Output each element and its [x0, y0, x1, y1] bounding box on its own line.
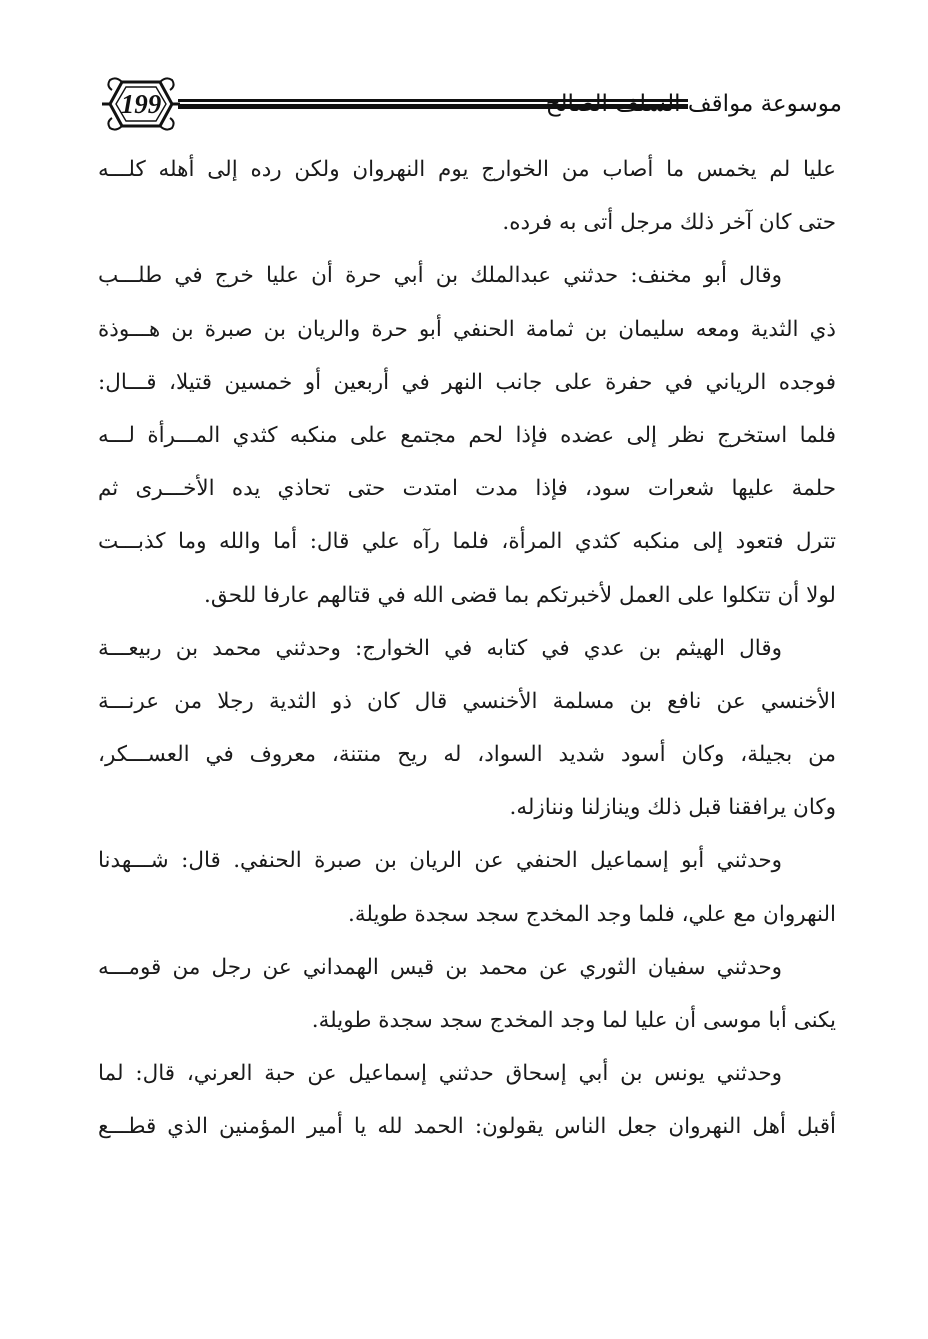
text-line: فوجده الرياني في حفرة على جانب النهر في أربعين أو خمسين قتيلا، قـــال: [98, 369, 836, 395]
book-title: موسوعة مواقف السلف الصالح [545, 91, 842, 117]
text-line: وحدثني أبو إسماعيل الحنفي عن الريان بن صبرة الحنفي. قال: شـــهدنا [98, 848, 782, 874]
text-line: يكنى أبا موسى أن عليا لما وجد المخدج سجد سجدة طويلة. [311, 1008, 836, 1033]
text-line: لولا أن تتكلوا على العمل لأخبرتكم بما قضى الله في قتالهم عارفا للحق. [204, 582, 836, 608]
text-line: عليا لم يخمس ما أصاب من الخوارج يوم النهروان ولكن رده إلى أهله كلـــه [98, 157, 836, 182]
text-line: تترل فتعود إلى منكبه كثدي المرأة، فلما رآه علي قال: أما والله وما كذبـــت [98, 529, 836, 555]
page-header [100, 72, 842, 136]
text-line: وقال أبو مخنف: حدثني عبدالملك بن أبي حرة أن عليا خرج في طلـــب [98, 263, 782, 289]
text-line: وحدثني يونس بن أبي إسحاق حدثني إسماعيل عن حبة العرني، قال: لما [98, 1061, 782, 1087]
text-line: حلمة عليها شعرات سود، فإذا مدت امتدت حتى تحاذي يده الأخـــرى ثم [98, 476, 836, 502]
text-line: حتى كان آخر ذلك مرجل أتى به فرده. [502, 210, 836, 236]
text-line: وكان يرافقنا قبل ذلك وينازلنا وننازله. [509, 795, 836, 821]
page-number: 199 [120, 89, 162, 119]
text-line: وحدثني سفيان الثوري عن محمد بن قيس الهمداني عن رجل من قومـــه [98, 954, 782, 980]
text-body [98, 143, 836, 1154]
page-number-badge [100, 72, 182, 136]
text-line: من بجيلة، وكان أسود شديد السواد، له ريح منتنة، معروف في العســـكر، [98, 742, 836, 768]
text-line: وقال الهيثم بن عدي في كتابه في الخوارج: وحدثني محمد بن ربيعـــة [98, 635, 782, 661]
text-line: أقبل أهل النهروان جعل الناس يقولون: الحمد لله يا أمير المؤمنين الذي قطـــع [98, 1114, 836, 1140]
text-line: النهروان مع علي، فلما وجد المخدج سجد سجدة طويلة. [347, 901, 836, 927]
text-line: ذي الثدية ومعه سليمان بن ثمامة الحنفي أبو حرة والريان بن صبرة بن هـــوذة [98, 316, 836, 342]
text-line: فلما استخرج نظر إلى عضده فإذا لحم مجتمع على منكبه كثدي المـــرأة لـــه [98, 422, 836, 448]
text-line: الأخنسي عن نافع بن مسلمة الأخنسي قال كان ذو الثدية رجلا من عرنـــة [98, 688, 836, 714]
